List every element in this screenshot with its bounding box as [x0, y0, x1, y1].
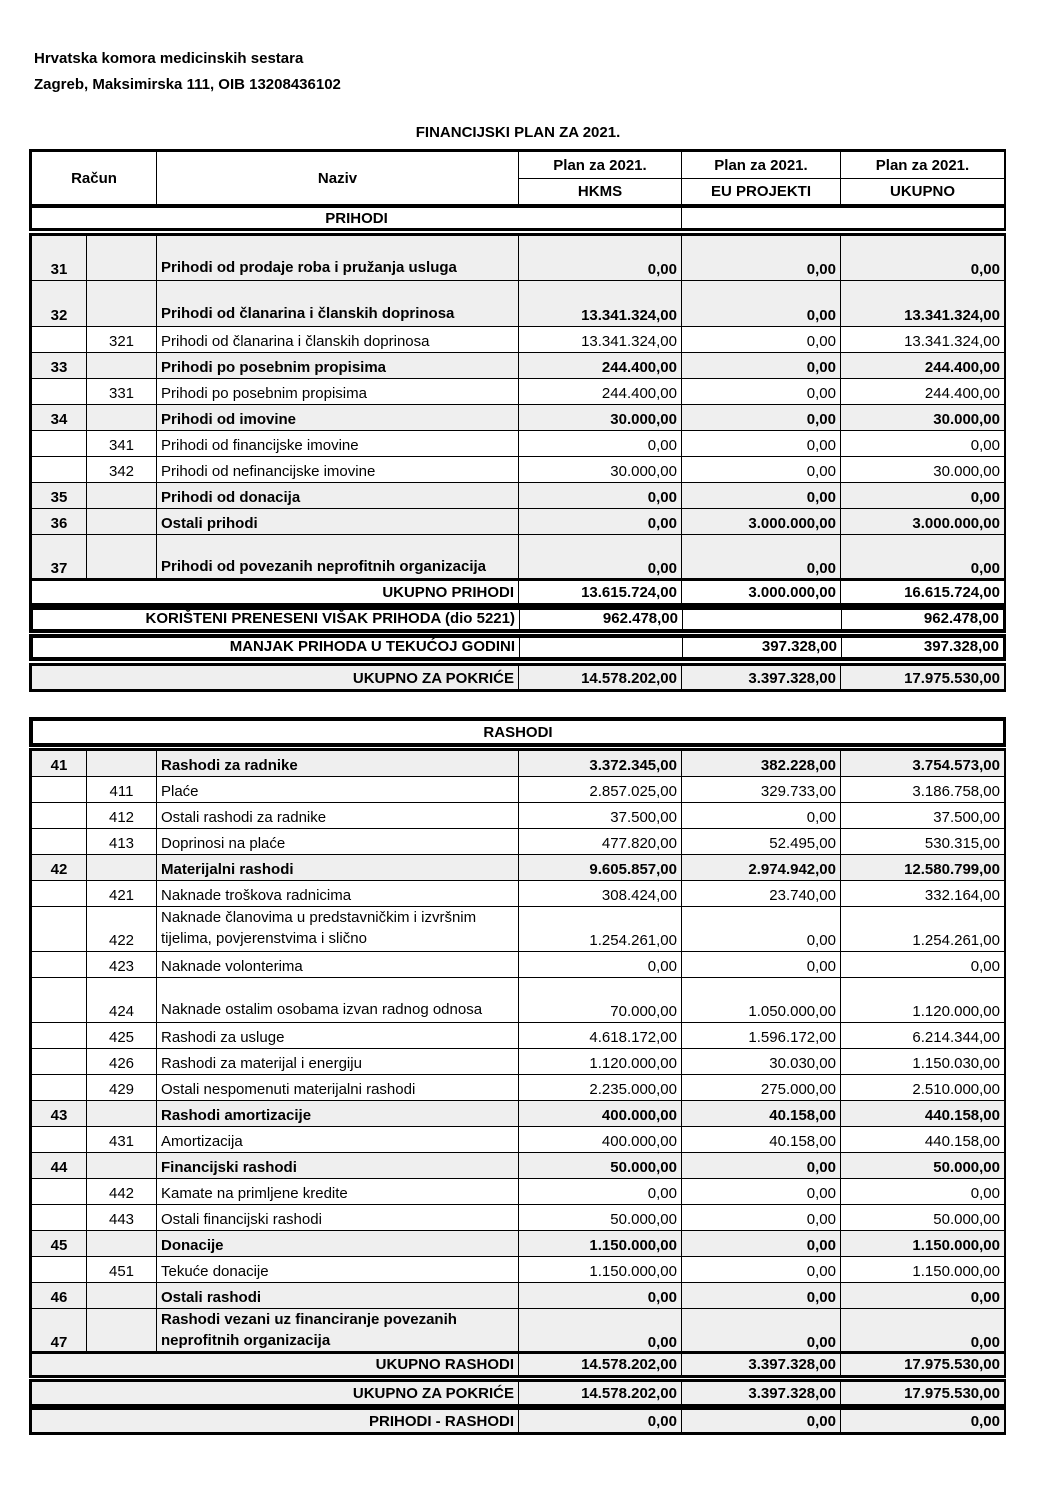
rashodi-row	[32, 1153, 1005, 1179]
value-ukupno: 50.000,00	[841, 1205, 1005, 1231]
header-naziv: Naziv	[157, 152, 519, 205]
value-hkms: 1.150.000,00	[519, 1257, 682, 1283]
value-hkms: 0,00	[519, 236, 682, 281]
value-ukupno: 6.214.344,00	[841, 1023, 1005, 1049]
account-code	[32, 431, 87, 457]
ukupno-rashodi-label: UKUPNO RASHODI	[32, 1354, 519, 1376]
value-ukupno: 0,00	[841, 483, 1005, 509]
value-ukupno: 440.158,00	[841, 1101, 1005, 1127]
value-hkms: 70.000,00	[519, 978, 682, 1023]
value-ukupno: 244.400,00	[841, 379, 1005, 405]
account-code	[32, 1257, 87, 1283]
header-ukupno: UKUPNO	[841, 179, 1005, 205]
sub-account-code	[87, 353, 157, 379]
sub-account-code: 421	[87, 881, 157, 907]
value-eu-projekti: 2.974.942,00	[682, 855, 841, 881]
value-ukupno: 0,00	[841, 1309, 1005, 1354]
account-code: 33	[32, 353, 87, 379]
sub-account-code	[87, 855, 157, 881]
account-code	[32, 1023, 87, 1049]
account-name: Ostali prihodi	[157, 509, 519, 535]
value-eu-projekti: 1.050.000,00	[682, 978, 841, 1023]
prihodi-row	[32, 327, 1005, 353]
account-name: Prihodi od članarina i članskih doprinosa	[157, 327, 519, 353]
koristeni-visak-eu	[683, 610, 842, 630]
value-ukupno: 3.000.000,00	[841, 509, 1005, 535]
value-eu-projekti: 52.495,00	[682, 829, 841, 855]
sub-account-code: 424	[87, 978, 157, 1023]
value-ukupno: 37.500,00	[841, 803, 1005, 829]
razlika-label: PRIHODI - RASHODI	[32, 1410, 519, 1433]
value-ukupno: 0,00	[841, 431, 1005, 457]
sub-account-code: 442	[87, 1179, 157, 1205]
razlika-hkms: 0,00	[519, 1410, 682, 1433]
value-eu-projekti: 0,00	[682, 1257, 841, 1283]
sub-account-code	[87, 509, 157, 535]
prihodi-pokrice-ukupno: 17.975.530,00	[841, 666, 1005, 690]
rashodi-row	[32, 1049, 1005, 1075]
value-eu-projekti: 0,00	[682, 483, 841, 509]
account-name: Prihodi od povezanih neprofitnih organizacija	[157, 535, 519, 580]
rashodi-row	[32, 1075, 1005, 1101]
koristeni-visak-row	[29, 606, 1006, 633]
account-name: Plaće	[157, 777, 519, 803]
account-name: Naknade članovima u predstavničkim i izvršnim tijelima, povjerenstvima i slično	[157, 907, 519, 952]
value-hkms: 3.372.345,00	[519, 751, 682, 777]
rashodi-row	[32, 907, 1005, 952]
value-eu-projekti: 329.733,00	[682, 777, 841, 803]
ukupno-rashodi-row	[29, 1351, 1006, 1378]
value-ukupno: 13.341.324,00	[841, 327, 1005, 353]
value-eu-projekti: 275.000,00	[682, 1075, 841, 1101]
rashodi-label: RASHODI	[33, 721, 1004, 744]
account-name: Rashodi vezani uz financiranje povezanih neprofitnih organizacija	[157, 1309, 519, 1354]
value-eu-projekti: 0,00	[682, 327, 841, 353]
value-hkms: 0,00	[519, 535, 682, 580]
rashodi-row	[32, 1283, 1005, 1309]
account-code	[32, 952, 87, 978]
sub-account-code: 342	[87, 457, 157, 483]
value-hkms: 0,00	[519, 431, 682, 457]
prihodi-label: PRIHODI	[32, 208, 682, 229]
table-header	[29, 149, 1006, 206]
value-ukupno: 1.150.000,00	[841, 1231, 1005, 1257]
organization-name: Hrvatska komora medicinskih sestara	[34, 50, 304, 67]
header-plan-hkms: Plan za 2021.	[519, 152, 682, 179]
account-code: 46	[32, 1283, 87, 1309]
ukupno-prihodi-ukupno: 16.615.724,00	[841, 581, 1005, 604]
account-name: Prihodi po posebnim propisima	[157, 379, 519, 405]
value-eu-projekti: 3.000.000,00	[682, 509, 841, 535]
rashodi-pokrice-label: UKUPNO ZA POKRIĆE	[32, 1382, 519, 1405]
value-hkms: 1.120.000,00	[519, 1049, 682, 1075]
value-hkms: 244.400,00	[519, 353, 682, 379]
rashodi-row	[32, 1101, 1005, 1127]
rashodi-row	[32, 1179, 1005, 1205]
account-name: Prihodi od imovine	[157, 405, 519, 431]
account-code	[32, 1075, 87, 1101]
value-eu-projekti: 0,00	[682, 405, 841, 431]
prihodi-row	[32, 457, 1005, 483]
account-code: 47	[32, 1309, 87, 1354]
sub-account-code	[87, 1101, 157, 1127]
rashodi-row	[32, 803, 1005, 829]
account-code	[32, 978, 87, 1023]
account-name: Rashodi amortizacije	[157, 1101, 519, 1127]
account-code	[32, 379, 87, 405]
value-ukupno: 2.510.000,00	[841, 1075, 1005, 1101]
value-hkms: 0,00	[519, 1309, 682, 1354]
account-code	[32, 457, 87, 483]
value-ukupno: 1.150.030,00	[841, 1049, 1005, 1075]
rashodi-row	[32, 777, 1005, 803]
account-name: Tekuće donacije	[157, 1257, 519, 1283]
prihodi-pokrice-eu: 3.397.328,00	[682, 666, 841, 690]
rashodi-section-header	[29, 717, 1006, 747]
account-code: 35	[32, 483, 87, 509]
value-hkms: 30.000,00	[519, 457, 682, 483]
koristeni-visak-ukupno: 962.478,00	[842, 610, 1004, 630]
koristeni-visak-hkms: 962.478,00	[520, 610, 683, 630]
value-hkms: 0,00	[519, 1283, 682, 1309]
value-ukupno: 440.158,00	[841, 1127, 1005, 1153]
value-ukupno: 332.164,00	[841, 881, 1005, 907]
account-name: Ostali rashodi za radnike	[157, 803, 519, 829]
value-hkms: 2.235.000,00	[519, 1075, 682, 1101]
value-eu-projekti: 0,00	[682, 281, 841, 327]
rashodi-row	[32, 829, 1005, 855]
account-name: Materijalni rashodi	[157, 855, 519, 881]
rashodi-row	[32, 1309, 1005, 1354]
prihodi-pokrice-hkms: 14.578.202,00	[519, 666, 682, 690]
rashodi-ukupno-za-pokrice-row	[29, 1379, 1006, 1407]
prihodi-empty-cell	[682, 208, 1005, 229]
value-ukupno: 0,00	[841, 1179, 1005, 1205]
header-plan-eu: Plan za 2021.	[682, 152, 841, 179]
prihodi-row	[32, 379, 1005, 405]
value-eu-projekti: 0,00	[682, 431, 841, 457]
value-eu-projekti: 0,00	[682, 1205, 841, 1231]
value-eu-projekti: 23.740,00	[682, 881, 841, 907]
prihodi-row	[32, 281, 1005, 327]
account-name: Naknade ostalim osobama izvan radnog odnosa	[157, 978, 519, 1023]
account-code	[32, 907, 87, 952]
header-eu-projekti: EU PROJEKTI	[682, 179, 841, 205]
account-name: Kamate na primljene kredite	[157, 1179, 519, 1205]
value-eu-projekti: 40.158,00	[682, 1127, 841, 1153]
account-code	[32, 803, 87, 829]
rashodi-row	[32, 881, 1005, 907]
account-name: Prihodi po posebnim propisima	[157, 353, 519, 379]
account-name: Ostali rashodi	[157, 1283, 519, 1309]
account-code: 44	[32, 1153, 87, 1179]
ukupno-prihodi-hkms: 13.615.724,00	[519, 581, 682, 604]
value-ukupno: 12.580.799,00	[841, 855, 1005, 881]
rashodi-row	[32, 1231, 1005, 1257]
razlika-ukupno: 0,00	[841, 1410, 1005, 1433]
ukupno-prihodi-eu: 3.000.000,00	[682, 581, 841, 604]
sub-account-code	[87, 535, 157, 580]
value-ukupno: 1.150.000,00	[841, 1257, 1005, 1283]
sub-account-code: 426	[87, 1049, 157, 1075]
value-ukupno: 1.120.000,00	[841, 978, 1005, 1023]
account-name: Prihodi od nefinancijske imovine	[157, 457, 519, 483]
sub-account-code: 422	[87, 907, 157, 952]
manjak-ukupno: 397.328,00	[842, 638, 1004, 658]
value-eu-projekti: 0,00	[682, 1283, 841, 1309]
value-hkms: 244.400,00	[519, 379, 682, 405]
value-eu-projekti: 0,00	[682, 353, 841, 379]
manjak-label: MANJAK PRIHODA U TEKUĆOJ GODINI	[33, 638, 520, 658]
account-code: 45	[32, 1231, 87, 1257]
sub-account-code	[87, 1231, 157, 1257]
sub-account-code: 443	[87, 1205, 157, 1231]
sub-account-code	[87, 236, 157, 281]
value-hkms: 0,00	[519, 509, 682, 535]
value-ukupno: 3.186.758,00	[841, 777, 1005, 803]
rashodi-pokrice-eu: 3.397.328,00	[682, 1382, 841, 1405]
manjak-hkms	[520, 638, 683, 658]
account-name: Prihodi od članarina i članskih doprinosa	[157, 281, 519, 327]
value-eu-projekti: 0,00	[682, 236, 841, 281]
value-ukupno: 0,00	[841, 535, 1005, 580]
account-code: 36	[32, 509, 87, 535]
account-code	[32, 1205, 87, 1231]
account-code: 34	[32, 405, 87, 431]
account-name: Ostali nespomenuti materijalni rashodi	[157, 1075, 519, 1101]
document-title: FINANCIJSKI PLAN ZA 2021.	[415, 124, 621, 141]
sub-account-code: 412	[87, 803, 157, 829]
value-ukupno: 530.315,00	[841, 829, 1005, 855]
sub-account-code: 431	[87, 1127, 157, 1153]
account-name: Prihodi od prodaje roba i pružanja usluga	[157, 236, 519, 281]
rashodi-pokrice-ukupno: 17.975.530,00	[841, 1382, 1005, 1405]
organization-address: Zagreb, Maksimirska 111, OIB 13208436102	[34, 76, 341, 93]
value-hkms: 50.000,00	[519, 1205, 682, 1231]
value-ukupno: 1.254.261,00	[841, 907, 1005, 952]
account-code	[32, 327, 87, 353]
prihodi-pokrice-label: UKUPNO ZA POKRIĆE	[32, 666, 519, 690]
account-name: Rashodi za materijal i energiju	[157, 1049, 519, 1075]
account-name: Rashodi za radnike	[157, 751, 519, 777]
header-racun: Račun	[32, 152, 157, 205]
value-eu-projekti: 382.228,00	[682, 751, 841, 777]
value-eu-projekti: 0,00	[682, 1153, 841, 1179]
sub-account-code	[87, 1309, 157, 1354]
sub-account-code	[87, 483, 157, 509]
rashodi-pokrice-hkms: 14.578.202,00	[519, 1382, 682, 1405]
razlika-eu: 0,00	[682, 1410, 841, 1433]
value-eu-projekti: 0,00	[682, 1309, 841, 1354]
sub-account-code: 331	[87, 379, 157, 405]
value-eu-projekti: 30.030,00	[682, 1049, 841, 1075]
value-hkms: 13.341.324,00	[519, 281, 682, 327]
account-name: Ostali financijski rashodi	[157, 1205, 519, 1231]
sub-account-code: 423	[87, 952, 157, 978]
sub-account-code	[87, 281, 157, 327]
value-ukupno: 30.000,00	[841, 405, 1005, 431]
value-ukupno: 30.000,00	[841, 457, 1005, 483]
value-hkms: 13.341.324,00	[519, 327, 682, 353]
account-name: Naknade troškova radnicima	[157, 881, 519, 907]
rashodi-row	[32, 751, 1005, 777]
header-hkms: HKMS	[519, 179, 682, 205]
value-eu-projekti: 40.158,00	[682, 1101, 841, 1127]
sub-account-code: 321	[87, 327, 157, 353]
account-name: Financijski rashodi	[157, 1153, 519, 1179]
sub-account-code: 341	[87, 431, 157, 457]
value-hkms: 477.820,00	[519, 829, 682, 855]
value-eu-projekti: 0,00	[682, 457, 841, 483]
value-ukupno: 3.754.573,00	[841, 751, 1005, 777]
account-code: 41	[32, 751, 87, 777]
sub-account-code	[87, 1153, 157, 1179]
value-hkms: 2.857.025,00	[519, 777, 682, 803]
prihodi-section-header	[29, 205, 1006, 231]
prihodi-row	[32, 483, 1005, 509]
value-hkms: 400.000,00	[519, 1127, 682, 1153]
account-name: Doprinosi na plaće	[157, 829, 519, 855]
value-ukupno: 13.341.324,00	[841, 281, 1005, 327]
sub-account-code	[87, 1283, 157, 1309]
account-name: Amortizacija	[157, 1127, 519, 1153]
value-eu-projekti: 0,00	[682, 379, 841, 405]
value-ukupno: 0,00	[841, 236, 1005, 281]
account-name: Prihodi od donacija	[157, 483, 519, 509]
value-hkms: 30.000,00	[519, 405, 682, 431]
ukupno-prihodi-label: UKUPNO PRIHODI	[32, 581, 519, 604]
rashodi-row	[32, 1023, 1005, 1049]
rashodi-row	[32, 978, 1005, 1023]
value-eu-projekti: 0,00	[682, 535, 841, 580]
value-hkms: 308.424,00	[519, 881, 682, 907]
value-hkms: 0,00	[519, 952, 682, 978]
value-hkms: 0,00	[519, 483, 682, 509]
value-eu-projekti: 0,00	[682, 1231, 841, 1257]
value-hkms: 4.618.172,00	[519, 1023, 682, 1049]
value-ukupno: 0,00	[841, 1283, 1005, 1309]
header-plan-ukupno: Plan za 2021.	[841, 152, 1005, 179]
rashodi-row	[32, 1127, 1005, 1153]
account-code	[32, 1179, 87, 1205]
prihodi-row	[32, 535, 1005, 580]
rashodi-row	[32, 952, 1005, 978]
value-eu-projekti: 0,00	[682, 1179, 841, 1205]
prihodi-row	[32, 236, 1005, 281]
value-hkms: 50.000,00	[519, 1153, 682, 1179]
account-code	[32, 777, 87, 803]
account-code: 42	[32, 855, 87, 881]
value-hkms: 1.254.261,00	[519, 907, 682, 952]
value-hkms: 1.150.000,00	[519, 1231, 682, 1257]
prihodi-row	[32, 405, 1005, 431]
sub-account-code	[87, 405, 157, 431]
account-name: Rashodi za usluge	[157, 1023, 519, 1049]
koristeni-visak-label: KORIŠTENI PRENESENI VIŠAK PRIHODA (dio 5221)	[33, 610, 520, 630]
value-hkms: 0,00	[519, 1179, 682, 1205]
ukupno-rashodi-ukupno: 17.975.530,00	[841, 1354, 1005, 1376]
value-eu-projekti: 0,00	[682, 952, 841, 978]
sub-account-code	[87, 751, 157, 777]
value-eu-projekti: 0,00	[682, 907, 841, 952]
account-name: Naknade volonterima	[157, 952, 519, 978]
prihodi-minus-rashodi-row	[29, 1407, 1006, 1435]
account-code	[32, 881, 87, 907]
rashodi-row	[32, 1257, 1005, 1283]
value-ukupno: 244.400,00	[841, 353, 1005, 379]
account-code: 43	[32, 1101, 87, 1127]
rashodi-row	[32, 855, 1005, 881]
account-name: Prihodi od financijske imovine	[157, 431, 519, 457]
account-code	[32, 829, 87, 855]
value-hkms: 400.000,00	[519, 1101, 682, 1127]
value-hkms: 37.500,00	[519, 803, 682, 829]
prihodi-table	[29, 233, 1006, 579]
manjak-prihoda-row	[29, 634, 1006, 661]
prihodi-row	[32, 509, 1005, 535]
sub-account-code: 425	[87, 1023, 157, 1049]
sub-account-code: 451	[87, 1257, 157, 1283]
rashodi-row	[32, 1205, 1005, 1231]
prihodi-ukupno-za-pokrice-row	[29, 663, 1006, 692]
account-code: 37	[32, 535, 87, 580]
prihodi-row	[32, 431, 1005, 457]
ukupno-prihodi-row	[29, 578, 1006, 606]
account-code: 32	[32, 281, 87, 327]
value-eu-projekti: 0,00	[682, 803, 841, 829]
sub-account-code: 411	[87, 777, 157, 803]
value-eu-projekti: 1.596.172,00	[682, 1023, 841, 1049]
manjak-eu: 397.328,00	[683, 638, 842, 658]
account-code	[32, 1127, 87, 1153]
value-hkms: 9.605.857,00	[519, 855, 682, 881]
value-ukupno: 50.000,00	[841, 1153, 1005, 1179]
ukupno-rashodi-hkms: 14.578.202,00	[519, 1354, 682, 1376]
rashodi-table	[29, 748, 1006, 1351]
prihodi-row	[32, 353, 1005, 379]
account-name: Donacije	[157, 1231, 519, 1257]
value-ukupno: 0,00	[841, 952, 1005, 978]
ukupno-rashodi-eu: 3.397.328,00	[682, 1354, 841, 1376]
account-code	[32, 1049, 87, 1075]
sub-account-code: 429	[87, 1075, 157, 1101]
sub-account-code: 413	[87, 829, 157, 855]
account-code: 31	[32, 236, 87, 281]
